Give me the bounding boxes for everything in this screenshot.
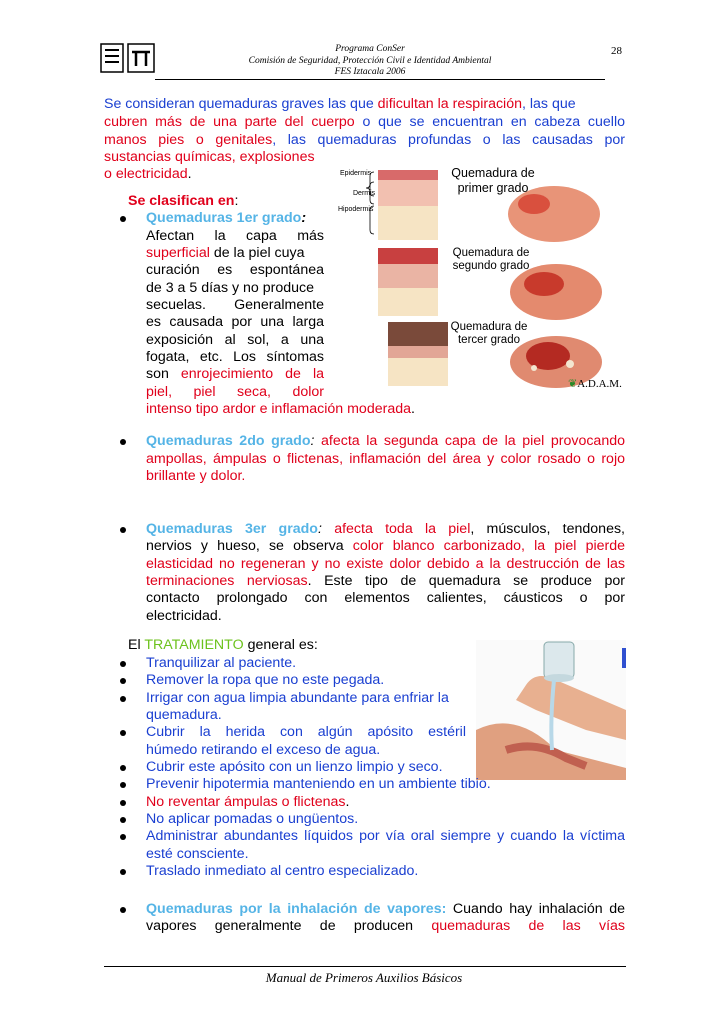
bullet-dot (120, 678, 126, 684)
bullet-dot (120, 869, 126, 875)
first-degree-line: fogata, etc. Los síntomas (146, 349, 324, 365)
intro-line-3: manos pies o genitales, las quemaduras profundas o las causadas por (104, 132, 625, 148)
third-degree-line-6: electricidad. (146, 608, 222, 624)
third-degree-line-4: terminaciones nerviosas. Este tipo de quemadura se produce por (146, 573, 625, 589)
intro-line-5: o electricidad. (104, 166, 192, 182)
second-degree-line-2: ampollas, ámpulas o flictenas, inflamación del área y color rosado o rojo (146, 451, 625, 467)
header-program: Programa ConSer (335, 44, 405, 54)
label-hipodermis: Hipodermis (338, 206, 374, 213)
treatment-item: No reventar ámpulas o flictenas. (146, 794, 350, 810)
treatment-heading: El TRATAMIENTO general es: (128, 637, 318, 653)
classification-heading: Se clasifican en: (128, 193, 239, 209)
treatment-item: Cubrir este apósito con un lienzo limpio y seco. (146, 759, 443, 775)
intro-line-4: sustancias químicas, explosiones (104, 149, 315, 165)
treatment-item: Prevenir hipotermia manteniendo en un ambiente tibio. (146, 776, 491, 792)
treatment-item-cont: esté consciente. (146, 846, 249, 862)
header-rule (155, 79, 605, 80)
label-first-degree: Quemadura de primer grado (451, 166, 535, 195)
third-degree-line-5: contacto prolongado con elementos calientes, cáusticos o por (146, 590, 625, 606)
treatment-item: No aplicar pomadas o ungüentos. (146, 811, 359, 827)
treatment-item: Traslado inmediato al centro especializado. (146, 863, 419, 879)
bullet-dot (120, 696, 126, 702)
header-campus: FES Iztacala 2006 (334, 67, 406, 77)
bullet-dot (120, 439, 126, 445)
inhalation-line-2: vapores generalmente de producen quemaduras de las vías (146, 918, 625, 934)
bullet-dot (120, 661, 126, 667)
first-degree-line: intenso tipo ardor e inflamación moderada. (146, 401, 415, 417)
third-degree-line-2: nervios y hueso, se observa color blanco carbonizado, la piel pierde (146, 538, 626, 554)
second-degree-line-1: Quemaduras 2do grado: afecta la segunda capa de la piel provocando (146, 433, 625, 449)
treatment-item: Remover la ropa que no este pegada. (146, 672, 385, 688)
bullet-dot (120, 800, 126, 806)
label-dermis: Dermis (353, 190, 376, 197)
label-epidermis: Epidermis (340, 170, 372, 177)
page-number: 28 (611, 45, 622, 57)
header-commission: Comisión de Seguridad, Protección Civil e Identidad Ambiental (248, 56, 492, 66)
adam-brand: ❦A.D.A.M. (568, 378, 622, 390)
first-degree-line: exposición al sol, a una (146, 332, 324, 348)
first-degree-line: piel, piel seca, dolor (146, 384, 324, 400)
bullet-dot (120, 765, 126, 771)
inhalation-line-1: Quemaduras por la inhalación de vapores: Cuando hay inhalación de (146, 901, 625, 917)
treatment-item: Administrar abundantes líquidos por vía oral siempre y cuando la víctima (146, 828, 625, 844)
second-degree-line-3: brillante y dolor. (146, 468, 246, 484)
footer-rule (104, 966, 626, 967)
first-degree-line: Afectan la capa más (146, 228, 324, 244)
bullet-dot (120, 907, 126, 913)
first-degree-line: es causada por una larga (146, 314, 324, 330)
third-degree-line-1: Quemaduras 3er grado: afecta toda la piel, músculos, tendones, (146, 521, 625, 537)
unam-fes-logo (100, 42, 156, 76)
first-degree-line: curación es espontánea (146, 262, 324, 278)
first-degree-line: de 3 a 5 días y no produce (146, 280, 315, 296)
treatment-item-cont: húmedo retirando el exceso de agua. (146, 742, 381, 758)
bullet-dot (120, 527, 126, 533)
treatment-item-cont: quemadura. (146, 707, 222, 723)
bullet-dot (120, 817, 126, 823)
first-degree-title: Quemaduras 1er grado: (146, 210, 307, 226)
bullet-dot (120, 730, 126, 736)
bullet-dot (120, 216, 126, 222)
third-degree-line-3: elasticidad no regeneran y no existe dolor debido a la destrucción de las (146, 556, 625, 572)
treatment-item: Cubrir la herida con algún apósito estéril (146, 724, 466, 740)
first-degree-line: superficial de la piel cuya (146, 245, 305, 261)
bullet-dot (120, 782, 126, 788)
adam-leaf-icon: ❦ (568, 378, 578, 390)
label-second-degree: Quemadura de segundo grado (452, 247, 530, 272)
bullet-dot (120, 834, 126, 840)
irrigation-photo (476, 640, 626, 780)
first-degree-line: son enrojecimiento de la (146, 366, 324, 382)
label-third-degree: Quemadura de tercer grado (450, 321, 528, 346)
intro-line-2: cubren más de una parte del cuerpo o que se encuentran en cabeza cuello (104, 114, 625, 130)
treatment-item: Tranquilizar al paciente. (146, 655, 297, 671)
footer-text: Manual de Primeros Auxilios Básicos (265, 970, 463, 985)
treatment-item: Irrigar con agua limpia abundante para enfriar la (146, 690, 449, 706)
first-degree-line: secuelas. Generalmente (146, 297, 324, 313)
intro-line-1: Se consideran quemaduras graves las que dificultan la respiración, las que (104, 96, 576, 112)
